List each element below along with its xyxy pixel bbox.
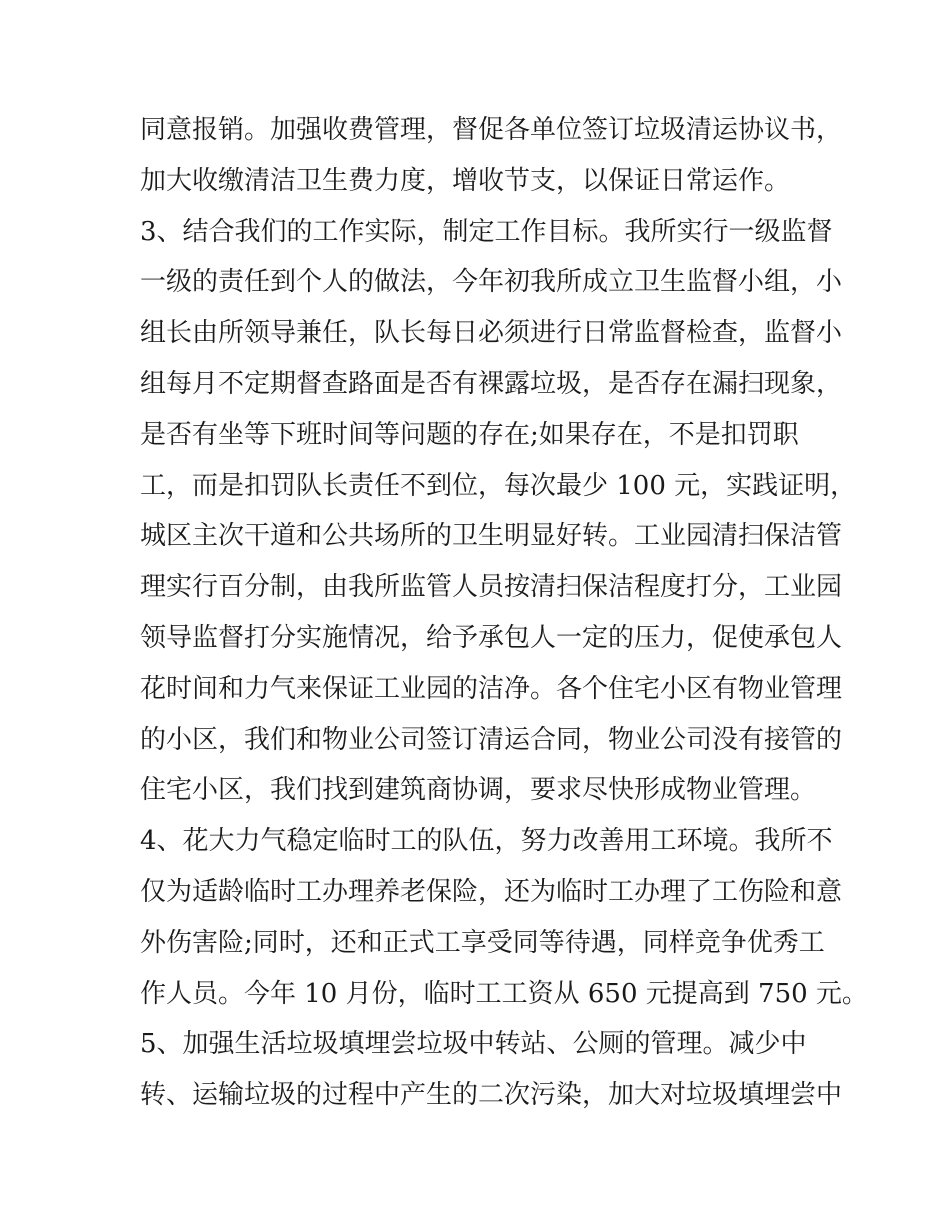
text-line-12: 花时间和力气来保证工业园的洁净。各个住宅小区有物业管理 <box>140 673 843 704</box>
text-line-11: 领导监督打分实施情况，给予承包人一定的压力，促使承包人 <box>140 622 843 653</box>
text-line-10: 理实行百分制，由我所监管人员按清扫保洁程度打分，工业园 <box>140 572 843 603</box>
text-line-8: 工，而是扣罚队长责任不到位，每次最少 100 元，实践证明， <box>140 470 857 501</box>
text-line-15: 4、花大力气稳定临时工的队伍，努力改善用工环境。我所不 <box>140 826 833 857</box>
text-line-17: 外伤害险;同时，还和正式工享受同等待遇，同样竞争优秀工 <box>140 927 825 958</box>
text-line-14: 住宅小区，我们找到建筑商协调，要求尽快形成物业管理。 <box>140 775 817 806</box>
text-line-3: 3、结合我们的工作实际，制定工作目标。我所实行一级监督 <box>140 216 833 247</box>
text-line-19: 5、加强生活垃圾填埋尝垃圾中转站、公厕的管理。减少中 <box>140 1029 807 1060</box>
text-line-16: 仅为适龄临时工办理养老保险，还为临时工办理了工伤险和意 <box>140 876 843 907</box>
text-line-6: 组每月不定期督查路面是否有裸露垃圾，是否存在漏扫现象， <box>140 368 843 399</box>
text-line-13: 的小区，我们和物业公司签订清运合同，物业公司没有接管的 <box>140 724 843 755</box>
text-line-7: 是否有坐等下班时间等问题的存在;如果存在，不是扣罚职 <box>140 419 799 450</box>
text-line-1: 同意报销。加强收费管理，督促各单位签订垃圾清运协议书， <box>140 115 843 145</box>
text-line-20: 转、运输垃圾的过程中产生的二次污染，加大对垃圾填埋尝中 <box>140 1080 843 1111</box>
body-text <box>140 105 868 1121</box>
text-line-5: 组长由所领导兼任，队长每日必须进行日常监督检查，监督小 <box>140 318 843 349</box>
text-line-2: 加大收缴清洁卫生费力度，增收节支，以保证日常运作。 <box>140 165 791 196</box>
text-line-9: 城区主次干道和公共场所的卫生明显好转。工业园清扫保洁管 <box>140 521 843 552</box>
text-line-18: 作人员。今年 10 月份，临时工工资从 650 元提高到 750 元。 <box>140 978 868 1009</box>
text-line-4: 一级的责任到个人的做法，今年初我所成立卫生监督小组，小 <box>140 267 843 298</box>
